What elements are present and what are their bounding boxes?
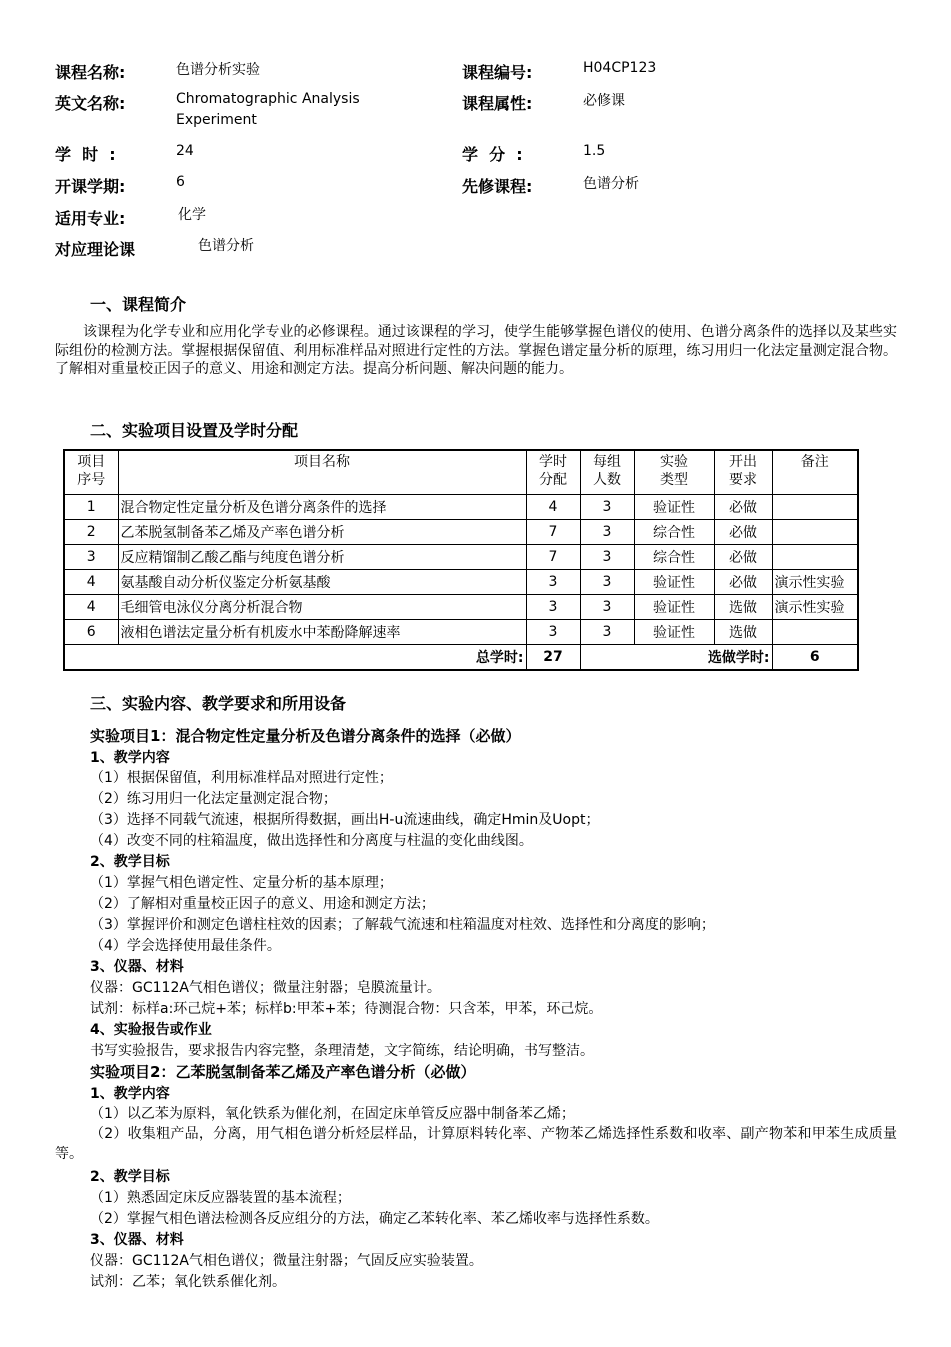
table-row — [64, 594, 858, 619]
theory-value: 色谱分析 — [198, 238, 254, 254]
cell-seq: 3 — [64, 544, 118, 569]
course-attr-label: 课程属性: — [462, 94, 533, 113]
cell-group: 3 — [580, 544, 634, 569]
total-hours-label: 总学时: — [64, 644, 526, 670]
experiment-table — [63, 449, 859, 671]
term-label: 开课学期: — [55, 177, 126, 196]
header-hours: 学时 分配 — [526, 450, 580, 494]
cell-type: 验证性 — [634, 594, 714, 619]
cell-req: 必做 — [714, 544, 772, 569]
course-attr-value: 必修课 — [583, 93, 625, 109]
exp2-equip-2: 试剂：乙苯；氧化铁系催化剂。 — [90, 1274, 286, 1290]
cell-hours: 3 — [526, 569, 580, 594]
cell-hours: 7 — [526, 544, 580, 569]
table-header-row — [64, 450, 858, 494]
course-name-label: 课程名称: — [55, 63, 126, 82]
cell-name: 氨基酸自动分析仪鉴定分析氨基酸 — [118, 569, 526, 594]
exp1-content-4: （4）改变不同的柱箱温度，做出选择性和分离度与柱温的变化曲线图。 — [90, 833, 533, 849]
table-total-row — [64, 644, 858, 670]
cell-note — [772, 494, 858, 519]
exp2-goal-2: （2）掌握气相色谱法检测各反应组分的方法，确定乙苯转化率、苯乙烯收率与选择性系数。 — [90, 1211, 659, 1227]
exp2-content-heading: 1、教学内容 — [90, 1086, 170, 1102]
credit-label: 学 分 : — [462, 145, 523, 164]
theory-label: 对应理论课 — [55, 240, 136, 259]
table-row — [64, 494, 858, 519]
section1-text: 该课程为化学专业和应用化学专业的必修课程。通过该课程的学习，使学生能够掌握色谱仪的使用、色谱分离条件的选择以及某些实际组份的检测方法。掌握根据保留值、利用标准样品对照进行定性的方法。掌握色谱定量分析的原理，练习用归一化法定量测定混合物。了解相对重量校正因子的意义、用途和测定方法。提高分析问题、解决问题的能力。 — [55, 324, 897, 378]
header-seq: 项目 序号 — [64, 450, 118, 494]
header-note: 备注 — [772, 450, 858, 494]
term-value: 6 — [176, 174, 185, 190]
cell-seq: 2 — [64, 519, 118, 544]
major-value: 化学 — [178, 207, 206, 223]
cell-type: 验证性 — [634, 569, 714, 594]
cell-type: 综合性 — [634, 519, 714, 544]
exp2-title: 实验项目2：乙苯脱氢制备苯乙烯及产率色谱分析（必做） — [90, 1063, 476, 1081]
hours-value: 24 — [176, 143, 194, 159]
exp1-report: 书写实验报告，要求报告内容完整，条理清楚，文字简练，结论明确，书写整洁。 — [90, 1043, 594, 1059]
table-row — [64, 619, 858, 644]
exp1-equip-2: 试剂：标样a:环己烷+苯；标样b:甲苯+苯；待测混合物：只含苯，甲苯，环己烷。 — [90, 1001, 603, 1017]
cell-name: 液相色谱法定量分析有机废水中苯酚降解速率 — [118, 619, 526, 644]
cell-hours: 4 — [526, 494, 580, 519]
cell-name: 反应精馏制乙酸乙酯与纯度色谱分析 — [118, 544, 526, 569]
table-row — [64, 569, 858, 594]
cell-group: 3 — [580, 519, 634, 544]
header-group: 每组 人数 — [580, 450, 634, 494]
exp1-goal-2: （2）了解相对重量校正因子的意义、用途和测定方法； — [90, 896, 435, 912]
exp1-goal-4: （4）学会选择使用最佳条件。 — [90, 938, 281, 954]
cell-name: 乙苯脱氢制备苯乙烯及产率色谱分析 — [118, 519, 526, 544]
english-name-value-2: Experiment — [176, 112, 257, 128]
cell-group: 3 — [580, 569, 634, 594]
exp2-goal-1: （1）熟悉固定床反应器装置的基本流程； — [90, 1190, 351, 1206]
major-label: 适用专业: — [55, 209, 126, 228]
prereq-value: 色谱分析 — [583, 176, 639, 192]
prereq-label: 先修课程: — [462, 177, 533, 196]
cell-name: 混合物定性定量分析及色谱分离条件的选择 — [118, 494, 526, 519]
cell-group: 3 — [580, 619, 634, 644]
cell-note — [772, 519, 858, 544]
cell-group: 3 — [580, 494, 634, 519]
cell-note — [772, 619, 858, 644]
exp1-report-heading: 4、实验报告或作业 — [90, 1022, 212, 1038]
cell-seq: 4 — [64, 594, 118, 619]
elective-hours-value: 6 — [772, 644, 858, 670]
credit-value: 1.5 — [583, 143, 606, 159]
total-hours-value: 27 — [526, 644, 580, 670]
exp1-goal-1: （1）掌握气相色谱定性、定量分析的基本原理； — [90, 875, 393, 891]
header-name: 项目名称 — [118, 450, 526, 494]
exp1-content-heading: 1、教学内容 — [90, 750, 170, 766]
english-name-value-1: Chromatographic Analysis — [176, 91, 360, 107]
cell-type: 验证性 — [634, 494, 714, 519]
exp2-equip-1: 仪器：GC112A气相色谱仪；微量注射器；气固反应实验装置。 — [90, 1253, 483, 1269]
exp1-title: 实验项目1：混合物定性定量分析及色谱分离条件的选择（必做） — [90, 727, 521, 745]
exp1-equip-1: 仪器：GC112A气相色谱仪；微量注射器；皂膜流量计。 — [90, 980, 441, 996]
cell-req: 必做 — [714, 569, 772, 594]
header-type: 实验 类型 — [634, 450, 714, 494]
exp1-content-2: （2）练习用归一化法定量测定混合物； — [90, 791, 337, 807]
elective-hours-label: 选做学时: — [580, 644, 772, 670]
section1-heading: 一、课程简介 — [90, 295, 187, 314]
exp1-goal-heading: 2、教学目标 — [90, 854, 170, 870]
cell-req: 选做 — [714, 619, 772, 644]
english-name-label: 英文名称: — [55, 94, 126, 113]
section3-heading: 三、实验内容、教学要求和所用设备 — [90, 694, 347, 713]
header-req: 开出 要求 — [714, 450, 772, 494]
cell-type: 验证性 — [634, 619, 714, 644]
cell-hours: 3 — [526, 594, 580, 619]
course-code-label: 课程编号: — [462, 63, 533, 82]
exp1-goal-3: （3）掌握评价和测定色谱柱柱效的因素；了解载气流速和柱箱温度对柱效、选择性和分离度的影响； — [90, 917, 715, 933]
cell-note: 演示性实验 — [772, 569, 858, 594]
cell-type: 综合性 — [634, 544, 714, 569]
cell-hours: 3 — [526, 619, 580, 644]
cell-req: 必做 — [714, 519, 772, 544]
exp2-goal-heading: 2、教学目标 — [90, 1169, 170, 1185]
table-row — [64, 544, 858, 569]
course-code-value: H04CP123 — [583, 60, 657, 76]
section2-heading: 二、实验项目设置及学时分配 — [90, 421, 299, 440]
exp2-equip-heading: 3、仪器、材料 — [90, 1232, 184, 1248]
cell-seq: 4 — [64, 569, 118, 594]
exp1-content-3: （3）选择不同载气流速，根据所得数据，画出H-u流速曲线，确定Hmin及Uopt； — [90, 812, 600, 828]
cell-note — [772, 544, 858, 569]
cell-req: 选做 — [714, 594, 772, 619]
exp1-equip-heading: 3、仪器、材料 — [90, 959, 184, 975]
exp2-content-1: （1）以乙苯为原料，氧化铁系为催化剂，在固定床单管反应器中制备苯乙烯； — [90, 1106, 575, 1122]
cell-req: 必做 — [714, 494, 772, 519]
hours-label: 学 时 : — [55, 145, 116, 164]
exp2-content-2: （2）收集粗产品，分离，用气相色谱分析烃层样品，计算原料转化率、产物苯乙烯选择性系数和收率、副产物苯和甲苯生成质量等。 — [55, 1126, 897, 1162]
table-row — [64, 519, 858, 544]
cell-seq: 1 — [64, 494, 118, 519]
cell-note: 演示性实验 — [772, 594, 858, 619]
cell-group: 3 — [580, 594, 634, 619]
cell-seq: 6 — [64, 619, 118, 644]
cell-name: 毛细管电泳仪分离分析混合物 — [118, 594, 526, 619]
cell-hours: 7 — [526, 519, 580, 544]
course-name-value: 色谱分析实验 — [176, 62, 260, 78]
exp1-content-1: （1）根据保留值，利用标准样品对照进行定性； — [90, 770, 393, 786]
